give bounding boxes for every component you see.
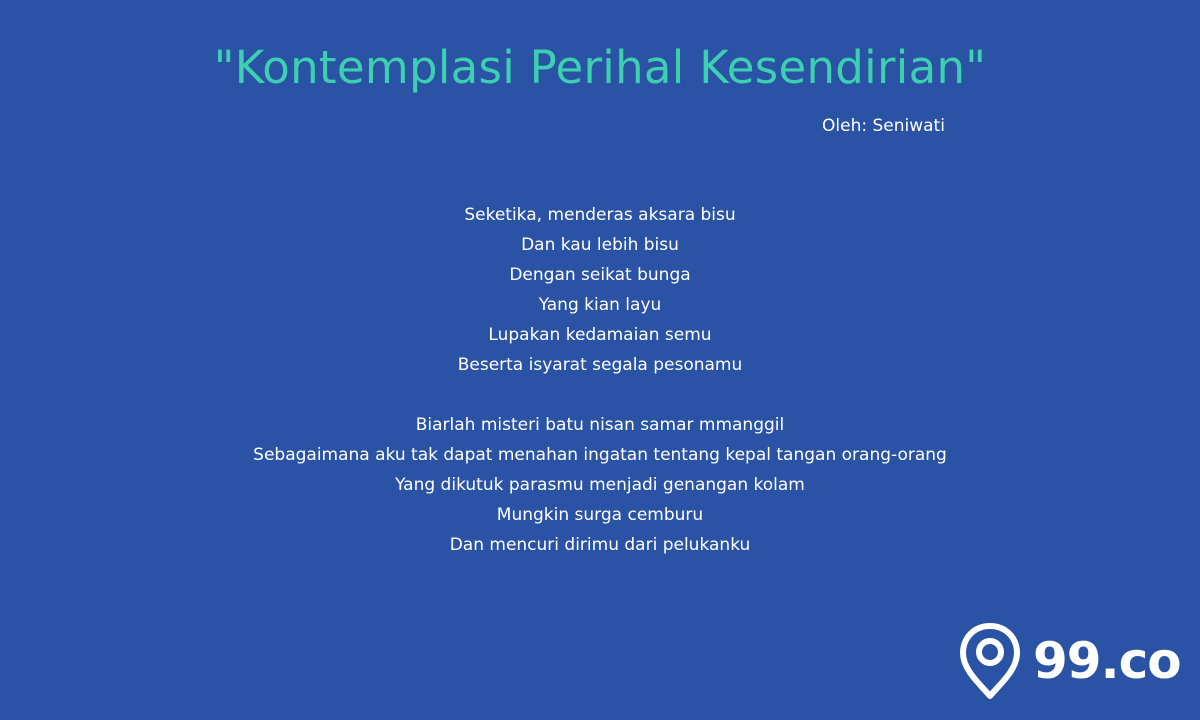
poem-line: Mungkin surga cemburu (496, 505, 704, 525)
poem-title: "Kontemplasi Perihal Kesendirian" (213, 41, 987, 94)
brand-name: 99.co (1033, 632, 1181, 690)
stanza-2 (0, 410, 1200, 560)
poem-body (0, 200, 1200, 560)
poem-line: Seketika, menderas aksara bisu (464, 205, 736, 225)
stanza-1 (0, 200, 1200, 380)
poem-line: Yang dikutuk parasmu menjadi genangan kolam (395, 475, 805, 495)
author-credit: Oleh: Seniwati (822, 116, 945, 136)
brand-logo (957, 616, 1181, 706)
poem-line: Beserta isyarat segala pesonamu (457, 355, 743, 375)
poem-line: Lupakan kedamaian semu (488, 325, 712, 345)
poem-line: Dengan seikat bunga (509, 265, 691, 285)
poem-line: Biarlah misteri batu nisan samar mmanggil (415, 415, 785, 435)
map-pin-icon (957, 621, 1023, 701)
poem-line: Dan kau lebih bisu (521, 235, 679, 255)
poem-line: Dan mencuri dirimu dari pelukanku (449, 535, 751, 555)
poem-line: Yang kian layu (538, 295, 662, 315)
poem-line: Sebagaimana aku tak dapat menahan ingatan tentang kepal tangan orang-orang (253, 445, 947, 465)
